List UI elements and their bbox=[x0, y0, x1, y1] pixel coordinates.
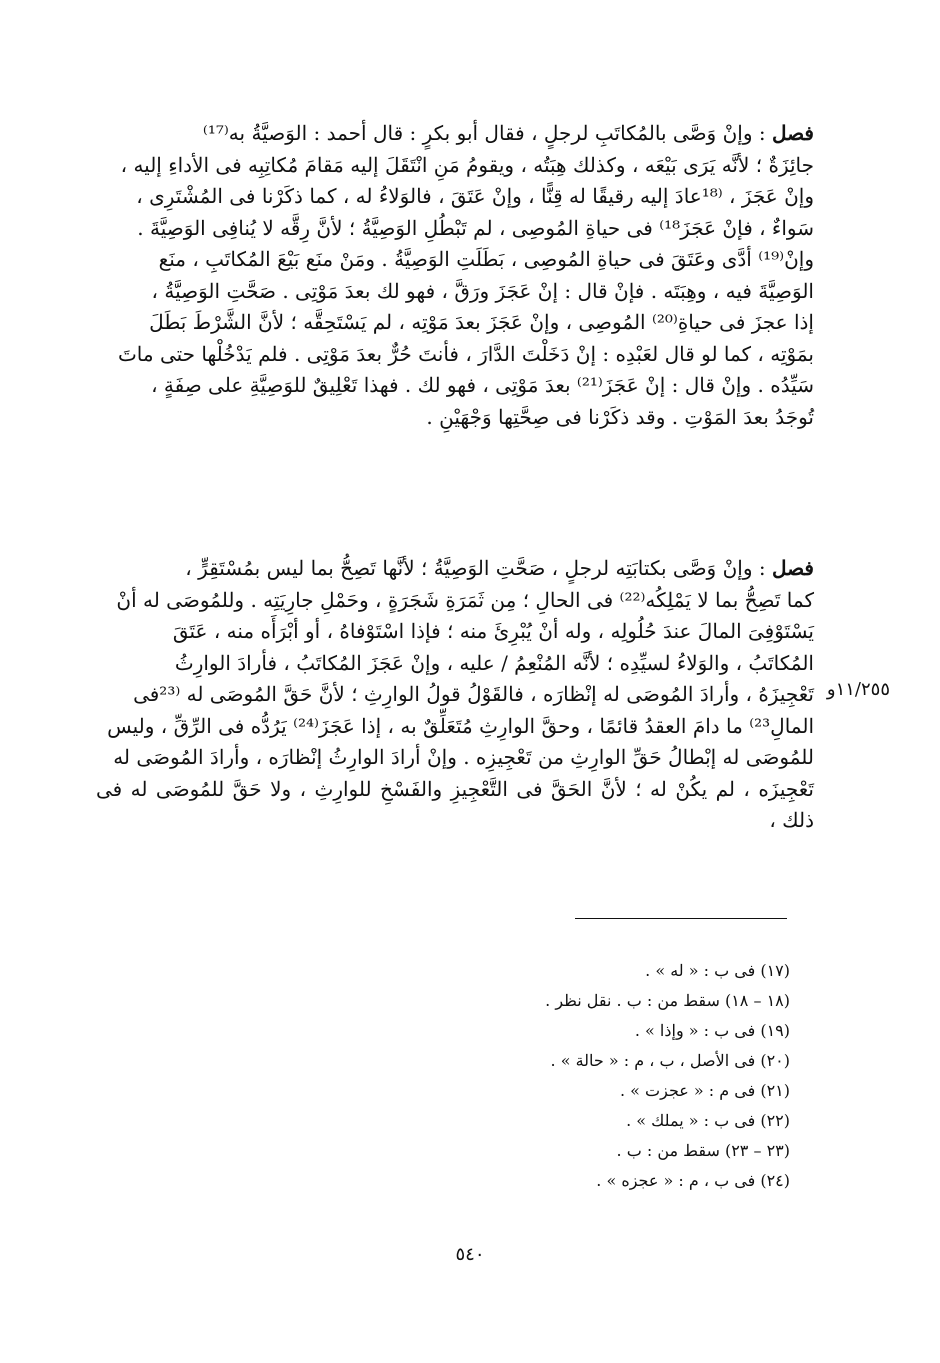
section-2-line-5: تَعْجِيزَهُ ، وأرادَ المُوصَى له إنْظارَه ، فالقَوْلُ قولُ الوارِثِ ؛ لأنَّ حَقَّ المُوصَى له ⁽²³فى bbox=[133, 682, 814, 706]
page-number: ٥٤٠ bbox=[455, 1244, 485, 1265]
section-2-line-3: يَسْتَوْفِىَ المالَ عندَ حُلُولِه ، وله أنْ يُبْرِئَ منه ؛ فإذا اسْتَوْفاهُ ، أو أبْرَأَه منه ، عَتَقَ bbox=[172, 619, 814, 643]
section-1-line-10: تُوجَدُ بعدَ المَوْتِ . وقد ذكَرْنا فى صِحَّتِها وَجْهَيْنِ . bbox=[426, 404, 814, 429]
section-2-line-6: المالِ²³⁾ ما دامَ العقدُ قائمًا ، وحقَّ الوارِثِ مُتَعَلِّقٌ به ، إذا عَجَزَ⁽²⁴⁾ يَرُدُّه فى الرِّقِّ ، وليس bbox=[107, 713, 814, 738]
section-1-line-7: إذا عجزَ فى حياةِ⁽²⁰⁾ المُوصِى ، وإنْ عَجَزَ بعدَ مَوْتِه ، لم يَسْتَحِقَّه ؛ لأنَّ الشَّرْطَ بَطَلَ bbox=[149, 310, 814, 334]
section-2-line-1 bbox=[96, 553, 814, 585]
section-2-line-7: للمُوصَى له إبْطالُ حَقِّ الوارِثِ من تَعْجِيزِه . وإنْ أرادَ الوارِثُ إنْظارَه ، وأرادَ المُوصَى له bbox=[113, 745, 814, 769]
section-1-line-3: وإنْ عَجَزَ ، ⁽¹⁸عادَ إليه رقيقًا له قِنًّا ، وإنْ عَتَقَ ، فالوَلاءُ له ، كما ذكَرْنا فى المُشْتَرِى ، bbox=[136, 184, 814, 208]
footnotes-list bbox=[545, 956, 790, 1196]
section-1-line-2: جائِزَةٌ ؛ لأنَّه يَرَى بَيْعَه ، وكذلك هِبَتُه ، ويقومُ مَنِ انْتَقَلَ إليه مَقامَ مُكاتِبِه فى الأداءِ إليه ، bbox=[120, 152, 814, 177]
margin-folio-reference: ١١/٢٥٥و bbox=[826, 679, 890, 700]
section-1-line-1 bbox=[96, 118, 814, 150]
section-1-line-6: الوَصِيَّةَ فيه ، وهِبَتَه . فإنْ قال : إنْ عَجَزَ ورَقَّ ، فهو لك بعدَ مَوْتِى . صَحَّتِ الوَصِيَّةُ ، bbox=[151, 278, 814, 303]
section-1-line-4: سَواءٌ ، فإنْ عَجَزَ¹⁸⁾ فى حياةِ المُوصِى ، لم تَبْطُلِ الوَصِيَّةُ ؛ لأنَّ رِقَّه لا يُنافِى الوَصِيَّةَ . bbox=[137, 215, 814, 240]
footnote-17: (١٧) فى ب : « له » . bbox=[645, 961, 790, 980]
footnote-20: (٢٠) فى الأصل ، ب ، م : « حالة » . bbox=[550, 1051, 790, 1070]
section-2-line-4: المُكاتَبُ ، والوَلاءُ لسيِّدِه ؛ لأنَّه المُنْعِمُ / عليه ، وإنْ عَجَزَ المُكاتَبُ ، فأرادَ الوارِثُ bbox=[174, 650, 814, 675]
section-2-line-8: تَعْجِيزَه ، لم يكُنْ له ؛ لأنَّ الحَقَّ فى التَّعْجِيزِ والفَسْخِ للوارِثِ ، ولا حَقَّ للمُوصَى له فى ذلك ، bbox=[96, 776, 814, 832]
footnote-22: (٢٢) فى ب : « يملك » . bbox=[626, 1111, 790, 1130]
section-1-heading: فصل bbox=[771, 121, 814, 145]
section-1-line-1-text: : وإنْ وَصَّى بالمُكاتَبِ لرجلٍ ، فقال أبو بكرٍ : قال أحمد : الوَصيَّةُ به⁽¹⁷⁾ bbox=[202, 121, 766, 145]
section-2 bbox=[96, 553, 814, 837]
footnote-24: (٢٤) فى ب ، م : « عجزه » . bbox=[596, 1171, 790, 1190]
section-1-line-8: بمَوْتِه ، كما لو قال لعَبْدِه : إنْ دَخَلْتَ الدَّارَ ، فأنتَ حُرٌّ بعدَ مَوْتِى . فلم يَدْخُلْها حتى ماتَ bbox=[117, 341, 814, 366]
section-2-line-1-text: : وإنْ وَصَّى بكتابَتِه لرجلٍ ، صَحَّتِ الوَصِيَّةُ ؛ لأنَّها تَصِحُّ بما ليس بمُسْتَقِرٍّ ، bbox=[185, 556, 766, 580]
section-1-line-5: وإنْ⁽¹⁹⁾ أدَّى وعَتَقَ فى حياةِ المُوصِى ، بَطَلَتِ الوَصِيَّةُ . ومَنْ منَع بَيْعَ المُكاتَبِ ، منَع bbox=[158, 247, 814, 271]
footnote-19: (١٩) فى ب : « وإذا » . bbox=[634, 1021, 790, 1040]
section-1 bbox=[96, 118, 814, 433]
footnote-18: (١٨ – ١٨) سقط من : ب . نقل نظر . bbox=[545, 991, 790, 1010]
section-2-heading: فصل bbox=[771, 556, 814, 580]
footnote-21: (٢١) فى م : « عجزت » . bbox=[620, 1081, 790, 1100]
section-2-line-2: كما تَصِحُّ بما لا يَمْلِكُه⁽²²⁾ فى الحالِ ؛ مِن ثَمَرَةِ شَجَرَةٍ ، وحَمْلِ جارِيَتِه . وللمُوصَى له أنْ bbox=[116, 587, 814, 612]
section-1-line-9: سَيِّدُه . وإنْ قال : إنْ عَجَزَ⁽²¹⁾ بعدَ مَوْتِى ، فهو لك . فهذا تَعْلِيقٌ للوَصِيَّةِ على صِفَةٍ ، bbox=[151, 373, 814, 397]
footnote-divider bbox=[575, 918, 787, 919]
footnote-23: (٢٣ – ٢٣) سقط من : ب . bbox=[616, 1141, 790, 1160]
